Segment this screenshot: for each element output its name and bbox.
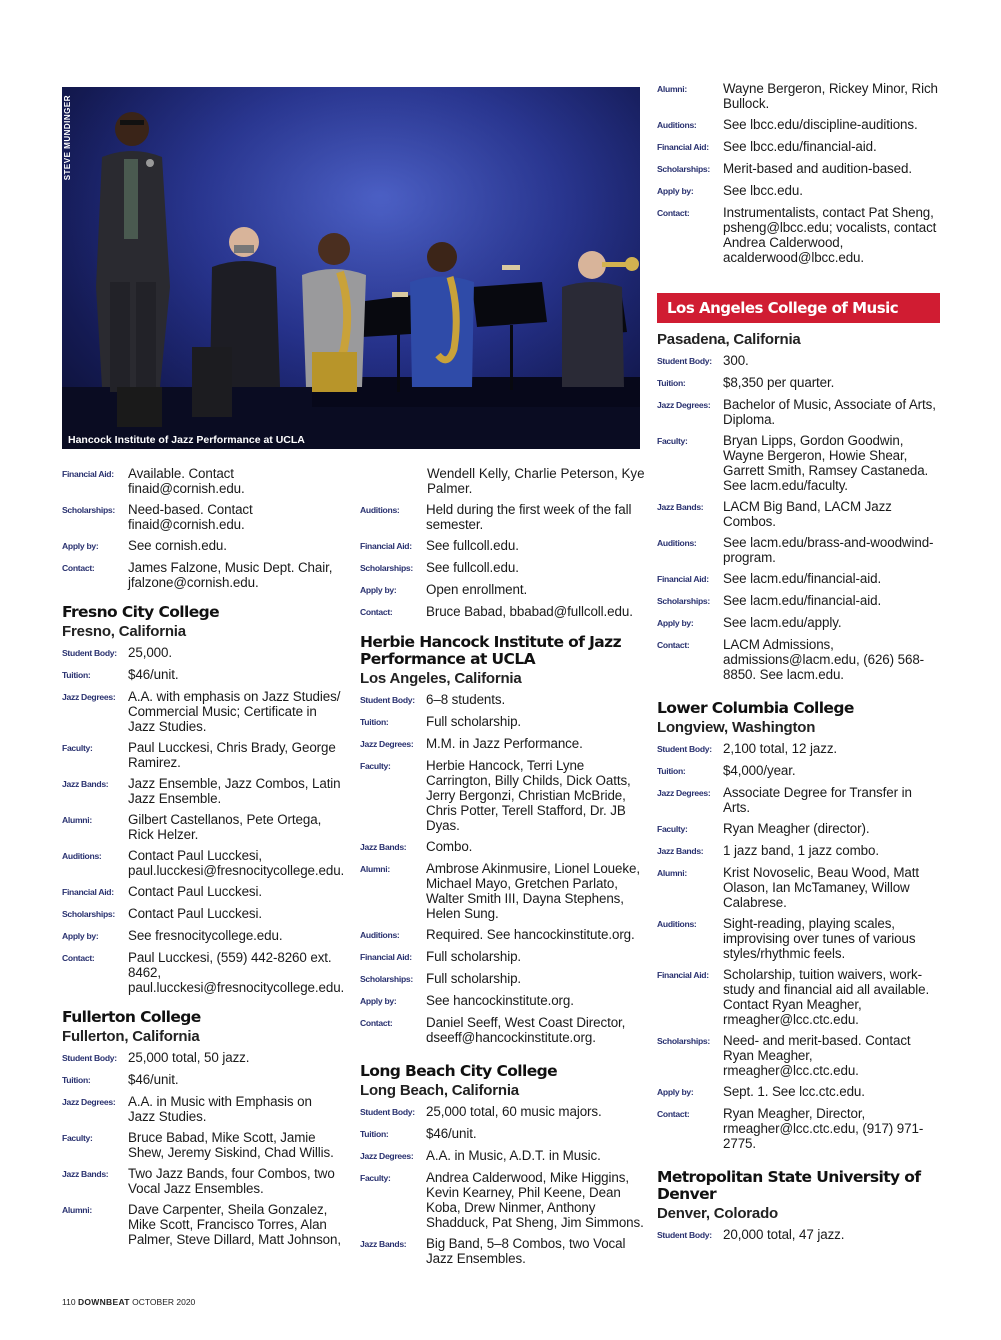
detail-value: Sight-reading, playing scales, improvising over tunes of various styles/rhythmic feels. xyxy=(723,916,916,961)
detail-value: $4,000/year. xyxy=(723,763,796,778)
detail-row xyxy=(657,183,940,199)
detail-row xyxy=(657,117,940,133)
detail-label: Scholarships: xyxy=(360,974,413,984)
detail-row xyxy=(62,502,342,532)
detail-label: Jazz Bands: xyxy=(657,846,704,856)
detail-row xyxy=(62,884,342,900)
detail-row xyxy=(657,1033,940,1078)
photo-credit-text: STEVE MUNDINGER xyxy=(63,95,72,181)
detail-label: Student Body: xyxy=(360,1107,415,1117)
detail-value: Instrumentalists, contact Pat Sheng, psheng@lbcc.edu; vocalists, contact Andrea Calderwood, acalderwood@lbcc.edu. xyxy=(723,205,937,265)
detail-value: Merit-based and audition-based. xyxy=(723,161,912,176)
school-name: Long Beach City College xyxy=(360,1062,558,1080)
school-location: Fullerton, California xyxy=(62,1028,200,1045)
detail-row xyxy=(360,927,645,943)
detail-value: Jazz Ensemble, Jazz Combos, Latin Jazz Ensemble. xyxy=(128,776,341,806)
detail-label: Tuition: xyxy=(657,378,686,388)
detail-label: Scholarships: xyxy=(62,505,115,515)
hancock-details xyxy=(360,692,645,1045)
detail-label: Financial Aid: xyxy=(657,970,709,980)
detail-label: Faculty: xyxy=(360,1173,391,1183)
school-location: Pasadena, California xyxy=(657,331,801,348)
column-2 xyxy=(360,466,645,1272)
detail-label: Jazz Bands: xyxy=(62,779,109,789)
detail-value: Combo. xyxy=(426,839,473,854)
detail-row xyxy=(657,615,940,631)
detail-row xyxy=(360,502,645,532)
detail-row xyxy=(360,604,645,620)
detail-label: Contact: xyxy=(657,640,690,650)
detail-row xyxy=(657,967,940,1027)
detail-value: James Falzone, Music Dept. Chair, jfalzone@cornish.edu. xyxy=(128,560,333,590)
detail-row xyxy=(62,740,342,770)
school-location: Los Angeles, California xyxy=(360,670,522,687)
detail-label: Jazz Degrees: xyxy=(657,400,711,410)
detail-value: $46/unit. xyxy=(128,1072,179,1087)
school-name: Lower Columbia College xyxy=(657,699,854,717)
detail-label: Student Body: xyxy=(657,356,712,366)
detail-value: LACM Admissions, admissions@lacm.edu, (626) 568-8850. See lacm.edu. xyxy=(723,637,925,682)
detail-label: Apply by: xyxy=(360,585,397,595)
detail-row xyxy=(62,1050,342,1066)
fullerton-details-continued xyxy=(360,502,645,620)
detail-value: Scholarship, tuition waivers, work-study and financial aid all available. Contact Ryan Meagher, rmeagher@lcc.ctc.edu. xyxy=(723,967,930,1027)
detail-label: Auditions: xyxy=(360,930,400,940)
detail-value: Two Jazz Bands, four Combos, two Vocal Jazz Ensembles. xyxy=(128,1166,335,1196)
detail-value: Ryan Meagher, Director, rmeagher@lcc.ctc.edu, (917) 971-2775. xyxy=(723,1106,924,1151)
detail-value: $46/unit. xyxy=(426,1126,477,1141)
detail-label: Alumni: xyxy=(360,864,390,874)
detail-label: Jazz Degrees: xyxy=(657,788,711,798)
detail-label: Faculty: xyxy=(360,761,391,771)
detail-label: Student Body: xyxy=(657,1230,712,1240)
detail-row xyxy=(657,499,940,529)
school-location: Fresno, California xyxy=(62,623,186,640)
detail-row xyxy=(657,763,940,779)
detail-label: Apply by: xyxy=(360,996,397,1006)
detail-row xyxy=(62,812,342,842)
detail-value: Daniel Seeff, West Coast Director, dseeff@hancockinstitute.org. xyxy=(426,1015,626,1045)
detail-label: Financial Aid: xyxy=(62,469,114,479)
detail-value: Full scholarship. xyxy=(426,971,522,986)
detail-row xyxy=(360,971,645,987)
detail-row xyxy=(657,916,940,961)
detail-label: Apply by: xyxy=(657,186,694,196)
detail-label: Alumni: xyxy=(657,84,687,94)
detail-label: Alumni: xyxy=(62,815,92,825)
detail-row xyxy=(62,1166,342,1196)
detail-row xyxy=(62,1094,342,1124)
detail-label: Student Body: xyxy=(657,744,712,754)
detail-row xyxy=(657,139,940,155)
detail-label: Financial Aid: xyxy=(657,142,709,152)
longbeach-details xyxy=(360,1104,645,1266)
detail-row xyxy=(657,1084,940,1100)
detail-row xyxy=(657,785,940,815)
detail-label: Jazz Degrees: xyxy=(62,692,116,702)
detail-row xyxy=(657,397,940,427)
detail-value: Contact Paul Lucckesi, paul.lucckesi@fresnocitycollege.edu. xyxy=(128,848,345,878)
detail-value: 6–8 students. xyxy=(426,692,506,707)
detail-row xyxy=(360,1015,645,1045)
detail-row xyxy=(62,1072,342,1088)
detail-value: $8,350 per quarter. xyxy=(723,375,835,390)
detail-label: Student Body: xyxy=(62,1053,117,1063)
detail-label: Auditions: xyxy=(657,538,697,548)
detail-label: Scholarships: xyxy=(657,596,710,606)
detail-row xyxy=(62,1130,342,1160)
detail-label: Tuition: xyxy=(657,766,686,776)
detail-value: LACM Big Band, LACM Jazz Combos. xyxy=(723,499,892,529)
fresno-details xyxy=(62,645,345,995)
detail-row xyxy=(360,839,645,855)
detail-row xyxy=(62,560,342,590)
detail-label: Tuition: xyxy=(62,670,91,680)
detail-value: See lacm.edu/financial-aid. xyxy=(723,571,882,586)
detail-value: Need- and merit-based. Contact Ryan Meagher, rmeagher@lcc.ctc.edu. xyxy=(723,1033,911,1078)
detail-value: 25,000 total, 50 jazz. xyxy=(128,1050,250,1065)
detail-value: 300. xyxy=(723,353,749,368)
detail-row xyxy=(657,353,940,369)
detail-label: Alumni: xyxy=(62,1205,92,1215)
detail-row xyxy=(62,928,342,944)
detail-label: Scholarships: xyxy=(62,909,115,919)
detail-value: Bryan Lipps, Gordon Goodwin, Wayne Bergeron, Howie Shear, Garrett Smith, Ramsey Castaneda. See lacm.edu/faculty. xyxy=(723,433,929,493)
detail-row xyxy=(360,758,645,833)
detail-value: Ryan Meagher (director). xyxy=(723,821,870,836)
detail-label: Jazz Bands: xyxy=(360,1239,407,1249)
detail-value: See fresnocitycollege.edu. xyxy=(128,928,283,943)
fullerton-details xyxy=(62,1050,342,1247)
detail-row xyxy=(62,689,342,734)
detail-value: Contact Paul Lucckesi. xyxy=(128,906,263,921)
detail-row xyxy=(657,1106,940,1151)
detail-row xyxy=(657,821,940,837)
detail-row xyxy=(360,560,645,576)
column-1 xyxy=(62,466,345,1253)
detail-value: Herbie Hancock, Terri Lyne Carrington, Billy Childs, Dick Oatts, Jerry Bergonzi, Christian McBride, Chris Potter, Terell Stafford, Dr. JB Dyas. xyxy=(426,758,631,833)
detail-label: Contact: xyxy=(657,1109,690,1119)
photo-caption: Hancock Institute of Jazz Performance at UCLA xyxy=(68,434,305,446)
cornish-continued xyxy=(62,466,342,590)
detail-row xyxy=(657,1227,940,1243)
concert-photo xyxy=(62,87,640,449)
magazine-brand: DOWNBEAT xyxy=(77,1297,130,1307)
detail-value: Full scholarship. xyxy=(426,949,522,964)
school-name: Fullerton College xyxy=(62,1008,201,1026)
detail-value: Required. See hancockinstitute.org. xyxy=(426,927,635,942)
detail-label: Apply by: xyxy=(62,541,99,551)
detail-value: 25,000 total, 60 music majors. xyxy=(426,1104,602,1119)
detail-value: Paul Lucckesi, (559) 442-8260 ext. 8462, paul.lucckesi@fresnocitycollege.edu. xyxy=(128,950,345,995)
detail-row xyxy=(360,538,645,554)
page-number: 110 xyxy=(62,1297,76,1307)
school-name: Herbie Hancock Institute of Jazz Performance at UCLA xyxy=(360,633,622,668)
detail-value: Paul Lucckesi, Chris Brady, George Ramirez. xyxy=(128,740,336,770)
detail-row xyxy=(657,433,940,493)
school-name: Metropolitan State University of Denver xyxy=(657,1168,921,1203)
detail-row xyxy=(62,466,342,496)
detail-row xyxy=(360,861,645,921)
page-footer xyxy=(62,1297,195,1307)
detail-label: Jazz Degrees: xyxy=(62,1097,116,1107)
detail-label: Scholarships: xyxy=(657,1036,710,1046)
detail-label: Jazz Bands: xyxy=(360,842,407,852)
detail-label: Financial Aid: xyxy=(657,574,709,584)
detail-row xyxy=(62,667,342,683)
detail-label: Student Body: xyxy=(62,648,117,658)
detail-label: Apply by: xyxy=(657,1087,694,1097)
detail-value: 25,000. xyxy=(128,645,172,660)
detail-row xyxy=(62,1202,342,1247)
detail-row xyxy=(62,950,345,995)
detail-label: Auditions: xyxy=(657,919,697,929)
detail-row xyxy=(360,1126,645,1142)
detail-row xyxy=(360,582,645,598)
detail-row xyxy=(62,538,342,554)
detail-label: Financial Aid: xyxy=(360,541,412,551)
detail-value: Wayne Bergeron, Rickey Minor, Rich Bullock. xyxy=(723,81,938,111)
detail-value: A.A. in Music, A.D.T. in Music. xyxy=(426,1148,601,1163)
detail-value: See fullcoll.edu. xyxy=(426,538,519,553)
detail-label: Student Body: xyxy=(360,695,415,705)
detail-row xyxy=(62,645,342,661)
detail-value: Andrea Calderwood, Mike Higgins, Kevin Kearney, Phil Keene, Dean Koba, Drew Ninmer, Anthony Shadduck, Pat Sheng, Jim Simmons. xyxy=(426,1170,644,1230)
detail-row xyxy=(657,535,940,565)
detail-row xyxy=(657,571,940,587)
metro-details xyxy=(657,1227,940,1243)
detail-value: See lacm.edu/apply. xyxy=(723,615,842,630)
detail-value: Krist Novoselic, Beau Wood, Matt Olason, Ian McTamaney, Willow Calabrese. xyxy=(723,865,920,910)
school-name: Fresno City College xyxy=(62,603,220,621)
detail-row xyxy=(360,1170,645,1230)
school-name-banner: Los Angeles College of Music xyxy=(657,293,940,323)
detail-row xyxy=(360,993,645,1009)
detail-row xyxy=(657,375,940,391)
detail-row xyxy=(62,776,342,806)
school-location: Longview, Washington xyxy=(657,719,816,736)
detail-row xyxy=(657,843,940,859)
detail-label: Auditions: xyxy=(657,120,697,130)
detail-value: See lbcc.edu/discipline-auditions. xyxy=(723,117,918,132)
detail-row xyxy=(657,593,940,609)
detail-value: $46/unit. xyxy=(128,667,179,682)
detail-value: Gilbert Castellanos, Pete Ortega, Rick Helzer. xyxy=(128,812,322,842)
detail-label: Scholarships: xyxy=(360,563,413,573)
detail-row xyxy=(360,714,645,730)
detail-value: See lacm.edu/financial-aid. xyxy=(723,593,882,608)
detail-value: M.M. in Jazz Performance. xyxy=(426,736,583,751)
detail-row xyxy=(360,736,645,752)
detail-value: See fullcoll.edu. xyxy=(426,560,519,575)
issue-date: OCTOBER 2020 xyxy=(132,1297,196,1307)
detail-value: See cornish.edu. xyxy=(128,538,227,553)
detail-label: Auditions: xyxy=(62,851,102,861)
photo-credit xyxy=(63,95,77,225)
fullerton-alumni-continued: Wendell Kelly, Charlie Peterson, Kye Palmer. xyxy=(427,466,645,496)
detail-value: Need-based. Contact finaid@cornish.edu. xyxy=(128,502,253,532)
detail-label: Jazz Degrees: xyxy=(360,1151,414,1161)
school-location: Long Beach, California xyxy=(360,1082,519,1099)
detail-value: Big Band, 5–8 Combos, two Vocal Jazz Ensembles. xyxy=(426,1236,626,1266)
detail-label: Contact: xyxy=(657,208,690,218)
detail-label: Contact: xyxy=(360,1018,393,1028)
longbeach-details-continued xyxy=(657,81,940,265)
detail-value: Full scholarship. xyxy=(426,714,522,729)
detail-label: Faculty: xyxy=(62,743,93,753)
detail-row xyxy=(360,1104,645,1120)
detail-label: Faculty: xyxy=(657,436,688,446)
detail-value: 20,000 total, 47 jazz. xyxy=(723,1227,845,1242)
detail-row xyxy=(62,906,342,922)
detail-value: Available. Contact finaid@cornish.edu. xyxy=(128,466,245,496)
detail-value: Held during the first week of the fall semester. xyxy=(426,502,632,532)
detail-label: Tuition: xyxy=(62,1075,91,1085)
detail-value: See lbcc.edu/financial-aid. xyxy=(723,139,877,154)
detail-value: See lbcc.edu. xyxy=(723,183,803,198)
lowercolumbia-details xyxy=(657,741,940,1151)
detail-label: Apply by: xyxy=(62,931,99,941)
detail-row xyxy=(657,161,940,177)
detail-value: Contact Paul Lucckesi. xyxy=(128,884,263,899)
school-location: Denver, Colorado xyxy=(657,1205,778,1222)
detail-value: Associate Degree for Transfer in Arts. xyxy=(723,785,912,815)
detail-label: Faculty: xyxy=(62,1133,93,1143)
detail-row xyxy=(657,81,940,111)
detail-label: Tuition: xyxy=(360,717,389,727)
detail-label: Tuition: xyxy=(360,1129,389,1139)
detail-label: Jazz Degrees: xyxy=(360,739,414,749)
detail-value: A.A. with emphasis on Jazz Studies/ Commercial Music; Certificate in Jazz Studies. xyxy=(128,689,341,734)
detail-value: Dave Carpenter, Sheila Gonzalez, Mike Scott, Francisco Torres, Alan Palmer, Steve Dillard, Matt Johnson, xyxy=(128,1202,341,1247)
detail-value: Sept. 1. See lcc.ctc.edu. xyxy=(723,1084,865,1099)
detail-value: See lacm.edu/brass-and-woodwind-program. xyxy=(723,535,934,565)
detail-row xyxy=(657,741,940,757)
detail-label: Jazz Bands: xyxy=(62,1169,109,1179)
detail-value: 2,100 total, 12 jazz. xyxy=(723,741,838,756)
detail-value: Bruce Babad, bbabad@fullcoll.edu. xyxy=(426,604,633,619)
detail-label: Apply by: xyxy=(657,618,694,628)
detail-label: Contact: xyxy=(62,563,95,573)
detail-label: Jazz Bands: xyxy=(657,502,704,512)
detail-value: Open enrollment. xyxy=(426,582,528,597)
detail-label: Faculty: xyxy=(657,824,688,834)
detail-row xyxy=(657,637,940,682)
detail-value: See hancockinstitute.org. xyxy=(426,993,574,1008)
detail-label: Alumni: xyxy=(657,868,687,878)
detail-value: Bruce Babad, Mike Scott, Jamie Shew, Jeremy Siskind, Chad Willis. xyxy=(128,1130,334,1160)
detail-value: 1 jazz band, 1 jazz combo. xyxy=(723,843,879,858)
detail-row xyxy=(657,865,940,910)
concert-photo-illustration xyxy=(62,87,640,449)
lacm-details xyxy=(657,353,940,682)
detail-label: Contact: xyxy=(62,953,95,963)
detail-label: Auditions: xyxy=(360,505,400,515)
detail-label: Scholarships: xyxy=(657,164,710,174)
column-3 xyxy=(657,81,940,1249)
detail-label: Financial Aid: xyxy=(62,887,114,897)
detail-value: Bachelor of Music, Associate of Arts, Diploma. xyxy=(723,397,936,427)
detail-row xyxy=(360,1148,645,1164)
detail-row xyxy=(62,848,345,878)
detail-row xyxy=(360,949,645,965)
detail-label: Contact: xyxy=(360,607,393,617)
detail-row xyxy=(360,1236,645,1266)
detail-row xyxy=(360,692,645,708)
detail-label: Financial Aid: xyxy=(360,952,412,962)
detail-value: A.A. in Music with Emphasis on Jazz Studies. xyxy=(128,1094,312,1124)
detail-value: Ambrose Akinmusire, Lionel Loueke, Michael Mayo, Gretchen Parlato, Walter Smith III, Dayna Stephens, Helen Sung. xyxy=(426,861,640,921)
detail-row xyxy=(657,205,940,265)
